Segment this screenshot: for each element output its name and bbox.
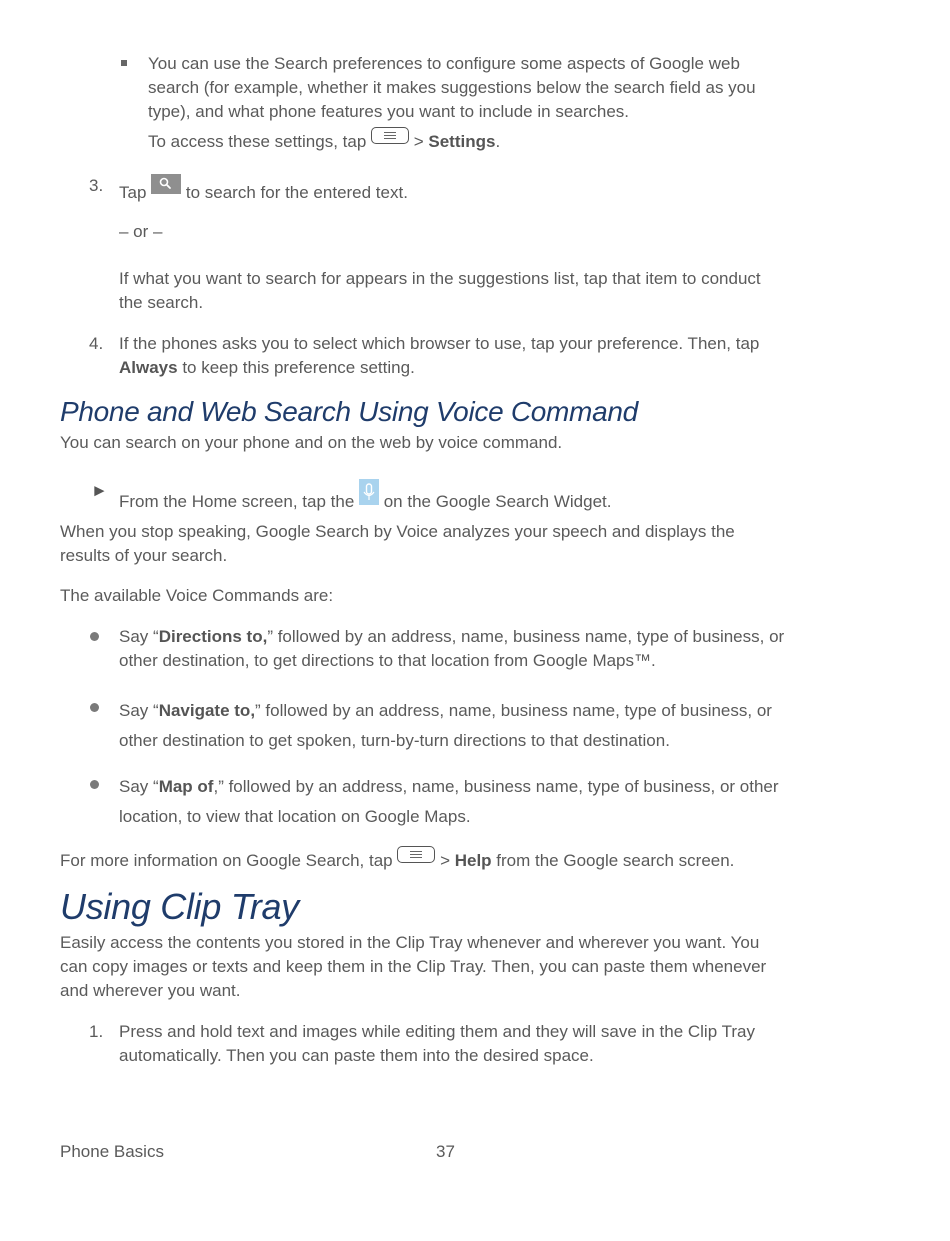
- settings-label: Settings: [428, 132, 496, 151]
- command-map-of: Say “Map of,” followed by an address, name, business name, type of business, or other location, to view that location on Google Maps.: [119, 777, 779, 826]
- step3-text: Tap to search for the entered text.: [119, 174, 408, 205]
- bullet-dot: [90, 632, 99, 641]
- more-info-line: For more information on Google Search, tap > Help from the Google search screen.: [60, 846, 734, 873]
- menu-key-icon: [371, 127, 409, 144]
- page-number: 37: [436, 1142, 455, 1161]
- access-settings-line: To access these settings, tap > Settings.: [148, 127, 500, 154]
- or-separator: – or –: [119, 222, 163, 241]
- available-commands-label: The available Voice Commands are:: [60, 586, 334, 605]
- text-line: You can use the Search preferences to configure some aspects of Google web: [148, 54, 740, 73]
- clip-step1-text: Press and hold text and images while editing them and they will save in the Clip Tray automatically. Then you can paste them into the desired space.: [119, 1022, 755, 1065]
- search-preferences-text: [148, 52, 756, 124]
- bullet-dot: [90, 780, 99, 789]
- square-bullet: [121, 60, 127, 66]
- command-directions: Say “Directions to,” followed by an address, name, business name, type of business, or other destination, to get directions to that location from Google Maps™.: [119, 627, 785, 670]
- menu-key-icon: [397, 846, 435, 863]
- step-number: 1.: [89, 1022, 104, 1041]
- always-label: Always: [119, 358, 178, 377]
- arrow-bullet-icon: ►: [91, 481, 108, 500]
- footer-section-title: Phone Basics: [60, 1142, 164, 1161]
- home-screen-instruction: From the Home screen, tap the on the Google Search Widget.: [119, 479, 611, 514]
- voice-intro: You can search on your phone and on the web by voice command.: [60, 433, 563, 452]
- step4-text: If the phones asks you to select which browser to use, tap your preference. Then, tap Always to keep this preference setting.: [119, 334, 760, 377]
- clip-tray-heading: Using Clip Tray: [60, 886, 299, 927]
- step-number: 3.: [89, 176, 104, 195]
- bullet-dot: [90, 703, 99, 712]
- microphone-icon: [359, 479, 379, 505]
- search-key-icon: [151, 174, 181, 194]
- text-line: type), and what phone features you want to include in searches.: [148, 102, 630, 121]
- clip-tray-description: Easily access the contents you stored in the Clip Tray whenever and wherever you want. You can copy images or texts and keep them in the Clip Tray. Then, you can paste them whenever and wherever you want.: [60, 933, 767, 1000]
- step-number: 4.: [89, 334, 104, 353]
- suggestions-text: If what you want to search for appears in the suggestions list, tap that item to conduct the search.: [119, 269, 761, 312]
- help-label: Help: [454, 851, 492, 870]
- voice-analysis-text: When you stop speaking, Google Search by Voice analyzes your speech and displays the results of your search.: [60, 522, 735, 565]
- voice-search-heading: Phone and Web Search Using Voice Command: [60, 396, 638, 427]
- command-navigate: Say “Navigate to,” followed by an address, name, business name, type of business, or other destination to get spoken, turn-by-turn directions to that destination.: [119, 701, 772, 750]
- text-line: search (for example, whether it makes suggestions below the search field as you: [148, 78, 756, 97]
